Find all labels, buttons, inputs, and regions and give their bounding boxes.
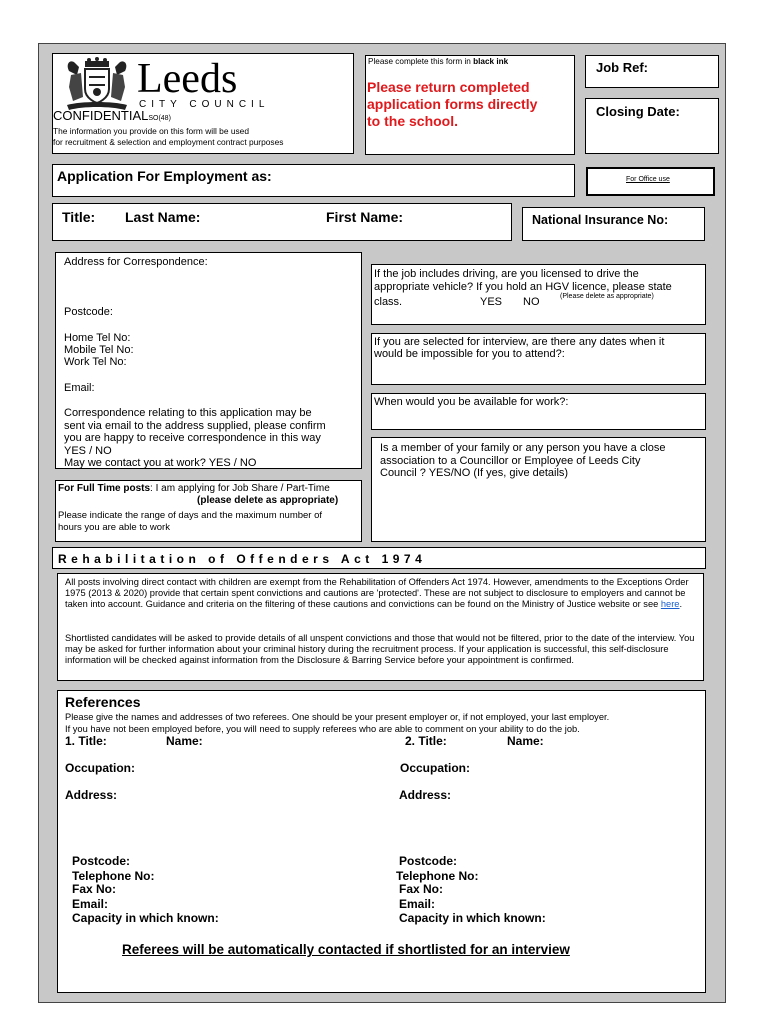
ref2-telephone-label: Telephone No: xyxy=(396,869,479,883)
fulltime-indicate-1: Please indicate the range of days and the maximum number of xyxy=(58,510,323,521)
ref1-name-label: Name: xyxy=(166,734,203,748)
correspondence-line-2: sent via email to the address supplied, please confirm xyxy=(64,420,326,432)
availability-label: When would you be available for work?: xyxy=(374,396,569,408)
fulltime-indicate-2: hours you are able to work xyxy=(58,522,170,533)
fulltime-box[interactable] xyxy=(55,480,362,542)
return-line-1: Please return completed xyxy=(367,79,530,95)
office-use-box xyxy=(586,167,715,196)
ref1-occupation-label: Occupation: xyxy=(65,761,136,775)
ref1-telephone-label: Telephone No: xyxy=(72,869,155,883)
home-tel-label: Home Tel No: xyxy=(64,332,131,344)
ref2-address-label: Address: xyxy=(399,788,452,802)
leeds-crest-logo xyxy=(61,57,133,113)
references-box[interactable] xyxy=(57,690,706,993)
rehab-title: Rehabilitation of Offenders Act 1974 xyxy=(58,552,427,566)
application-title: Application For Employment as: xyxy=(57,168,272,184)
correspondence-line-1: Correspondence relating to this application may be xyxy=(64,407,312,419)
name-fields[interactable] xyxy=(52,203,512,241)
first-name-label: First Name: xyxy=(326,209,404,225)
ref2-name-label: Name: xyxy=(507,734,544,748)
last-name-label: Last Name: xyxy=(125,209,201,225)
return-line-2: application forms directly xyxy=(367,96,538,112)
address-box[interactable] xyxy=(55,252,362,469)
availability-box[interactable] xyxy=(371,393,706,430)
ref1-capacity-label: Capacity in which known: xyxy=(72,911,219,925)
ref2-capacity-label: Capacity in which known: xyxy=(399,911,546,925)
logo-box xyxy=(52,53,354,154)
member-line-1: Is a member of your family or any person you have a close xyxy=(380,442,666,454)
family-member-box[interactable] xyxy=(371,437,706,542)
closing-date-field[interactable] xyxy=(585,98,719,154)
fulltime-line: For Full Time posts: I am applying for Job Share / Part-Time xyxy=(58,483,330,494)
ref1-fax-label: Fax No: xyxy=(72,882,117,896)
instructions-box xyxy=(365,55,575,155)
logo-subtitle: CITY COUNCIL xyxy=(139,99,270,110)
job-ref-field[interactable] xyxy=(585,55,719,88)
ni-label: National Insurance No: xyxy=(532,213,669,227)
driving-box[interactable] xyxy=(371,264,706,325)
interview-line-2: would be impossible for you to attend?: xyxy=(374,348,565,360)
driving-no[interactable]: NO xyxy=(523,296,540,308)
rehab-paragraph-2: Shortlisted candidates will be asked to provide details of all unspent convictions and those that would not be filtered, prior to the date of the interview. You may be asked for further information about your criminal history during the recruitment process. If your application is successful, this self-disclosure information will be checked against information from the Disclosure & Barring Service before your appointment is confirmed. xyxy=(65,633,695,665)
return-line-3: to the school. xyxy=(367,113,458,129)
privacy-line-2: for recruitment & selection and employment contract purposes xyxy=(53,137,284,147)
interview-line-1: If you are selected for interview, are there any dates when it xyxy=(374,336,665,348)
fulltime-delete-note: (please delete as appropriate) xyxy=(197,495,339,506)
driving-yes[interactable]: YES xyxy=(480,296,503,308)
correspondence-yes-no[interactable]: YES / NO xyxy=(64,445,112,457)
ref2-postcode-label: Postcode: xyxy=(399,854,458,868)
form-code: SO(48) xyxy=(148,115,171,122)
ref2-occupation-label: Occupation: xyxy=(400,761,471,775)
moj-link[interactable]: here xyxy=(660,599,680,609)
closing-date-label: Closing Date: xyxy=(596,104,680,119)
ref1-address-label: Address: xyxy=(65,788,118,802)
ref2-title-label: 2. Title: xyxy=(405,734,447,748)
driving-note: (Please delete as appropriate) xyxy=(560,293,654,300)
driving-line-3: class. xyxy=(374,296,403,308)
logo-name: Leeds xyxy=(137,56,238,102)
driving-line-2: appropriate vehicle? If you hold an HGV licence, please state xyxy=(374,281,672,293)
mobile-tel-label: Mobile Tel No: xyxy=(64,344,134,356)
ink-instruction: Please complete this form in black ink xyxy=(368,57,509,66)
confidential-line xyxy=(53,109,171,126)
ref1-title-label: 1. Title: xyxy=(65,734,107,748)
work-tel-label: Work Tel No: xyxy=(64,356,127,368)
position-field[interactable] xyxy=(52,164,575,197)
address-postcode-label: Postcode: xyxy=(64,306,113,318)
contact-at-work[interactable]: May we contact you at work? YES / NO xyxy=(64,457,257,469)
rehab-text-box xyxy=(57,573,704,681)
email-label: Email: xyxy=(64,382,95,394)
ni-field[interactable] xyxy=(522,207,705,241)
job-ref-label: Job Ref: xyxy=(596,60,648,75)
references-heading: References xyxy=(65,694,141,710)
references-intro-2: If you have not been employed before, you will need to supply referees who are able to comment on your ability to do the job. xyxy=(65,724,580,734)
correspondence-line-3: you are happy to receive correspondence in this way xyxy=(64,432,321,444)
address-heading: Address for Correspondence: xyxy=(64,256,208,268)
office-use-label: For Office use xyxy=(626,176,670,183)
member-line-3: Council ? YES/NO (If yes, give details) xyxy=(380,467,569,479)
ref1-email-label: Email: xyxy=(72,897,109,911)
rehab-title-box xyxy=(52,547,706,569)
confidential-label: CONFIDENTIAL xyxy=(53,108,149,123)
driving-line-1: If the job includes driving, are you licensed to drive the xyxy=(374,268,639,280)
ref2-email-label: Email: xyxy=(399,897,436,911)
ref2-fax-label: Fax No: xyxy=(399,882,444,896)
references-footer: Referees will be automatically contacted if shortlisted for an interview xyxy=(122,942,570,957)
references-intro-1: Please give the names and addresses of two referees. One should be your present employer or, if not employed, your last employer. xyxy=(65,712,610,722)
member-line-2: association to a Councillor or Employee of Leeds City xyxy=(380,455,641,467)
interview-dates-box[interactable] xyxy=(371,333,706,385)
privacy-line-1: The information you provide on this form will be used xyxy=(53,126,249,136)
ref1-postcode-label: Postcode: xyxy=(72,854,131,868)
rehab-paragraph-1: All posts involving direct contact with children are exempt from the Rehabilitation of Offenders Act 1974. However, amendments to the Exceptions Order 1975 (2013 & 2020) provide that certain spent convictions and cautions are 'protected'. These are not subject to disclosure to employers and cannot be taken into account. Guidance and criteria on the filtering of these cautions and convictions can be found on the Ministry of Justice website or see here. xyxy=(65,577,689,609)
title-label: Title: xyxy=(62,209,96,225)
